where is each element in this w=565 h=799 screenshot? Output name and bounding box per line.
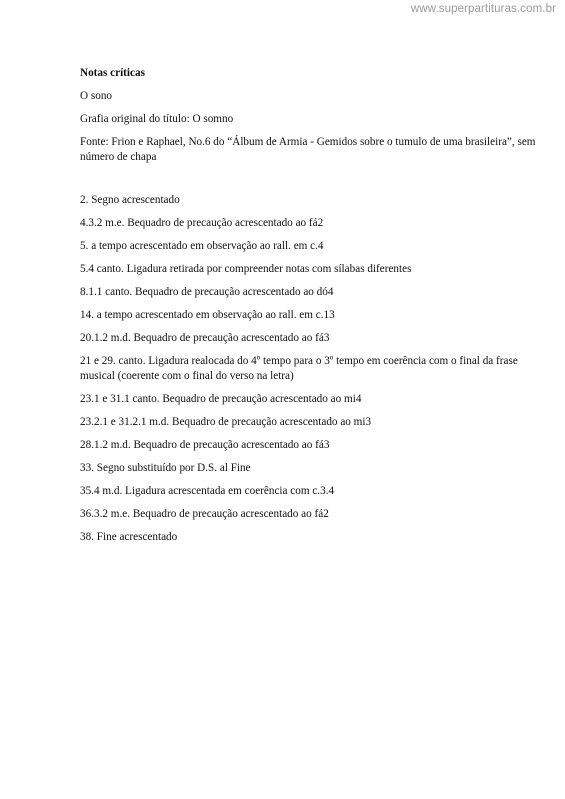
note-item: 8.1.1 canto. Bequadro de precaução acrescentado ao dó4 — [80, 286, 334, 298]
original-title-note: Grafia original do título: O somno — [80, 113, 234, 125]
piece-title: O sono — [80, 90, 113, 102]
note-item: 28.1.2 m.d. Bequadro de precaução acrescentado ao fá3 — [80, 439, 330, 451]
note-item: 35.4 m.d. Ligadura acrescentada em coerência com c.3.4 — [80, 485, 335, 497]
note-item: 14. a tempo acrescentado em observação ao rall. em c.13 — [80, 309, 335, 321]
notes-list — [80, 193, 540, 545]
source-note: Fonte: Frion e Raphael, No.6 do “Álbum de Armia - Gemidos sobre o tumulo de uma brasileira”, sem número de chapa — [80, 136, 536, 163]
note-item: 23.1 e 31.1 canto. Bequadro de precaução acrescentado ao mi4 — [80, 393, 362, 405]
note-item: 23.2.1 e 31.2.1 m.d. Bequadro de precaução acrescentado ao mi3 — [80, 416, 372, 428]
note-item: 33. Segno substituído por D.S. al Fine — [80, 462, 251, 474]
section-gap — [80, 173, 540, 193]
note-item: 36.3.2 m.e. Bequadro de precaução acrescentado ao fá2 — [80, 508, 329, 520]
note-item: 38. Fine acrescentado — [80, 531, 178, 543]
note-item: 5.4 canto. Ligadura retirada por compreender notas com sílabas diferentes — [80, 263, 412, 275]
note-item: 2. Segno acrescentado — [80, 194, 180, 206]
document-title: Notas críticas — [80, 67, 145, 79]
note-item: 20.1.2 m.d. Bequadro de precaução acrescentado ao fá3 — [80, 332, 330, 344]
site-watermark: www.superpartituras.com.br — [410, 3, 556, 15]
critical-notes-document — [80, 66, 540, 553]
note-item: 21 e 29. canto. Ligadura realocada do 4º tempo para o 3º tempo em coerência com o final da frase musical (coerente com o final do verso na letra) — [80, 355, 518, 382]
note-item: 4.3.2 m.e. Bequadro de precaução acrescentado ao fá2 — [80, 217, 324, 229]
note-item: 5. a tempo acrescentado em observação ao rall. em c.4 — [80, 240, 324, 252]
